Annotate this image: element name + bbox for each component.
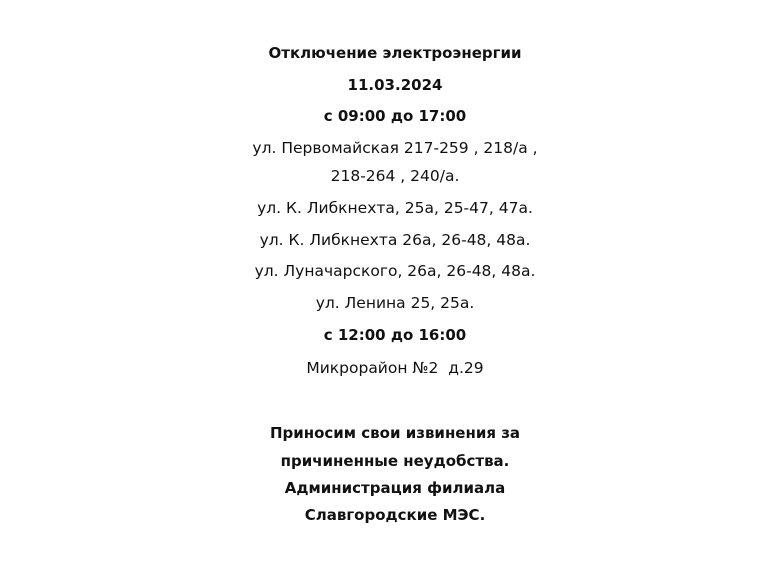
apology-line: причиненные неудобства. [280,452,510,470]
apology-line: Приносим свои извинения за [269,424,521,442]
address-line: ул. К. Либкнехта 26а, 26-48, 48а. [259,231,531,249]
address-line: 218-264 , 240/а. [330,167,460,185]
address-line: Микрорайон №2 д.29 [306,359,484,377]
signature-line: Администрация филиала [284,479,506,497]
period2-time: с 12:00 до 16:00 [323,326,467,344]
period1-time: с 09:00 до 17:00 [323,107,467,125]
address-line: ул. К. Либкнехта, 25а, 25-47, 47а. [257,199,533,217]
notice-date: 11.03.2024 [347,76,443,94]
address-line: ул. Первомайская 217-259 , 218/а , [252,139,538,157]
address-line: ул. Луначарского, 26а, 26-48, 48а. [254,262,536,280]
notice-title: Отключение электроэнергии [268,44,522,62]
signature-line: Славгородские МЭС. [304,506,486,524]
address-line: ул. Ленина 25, 25а. [315,294,475,312]
